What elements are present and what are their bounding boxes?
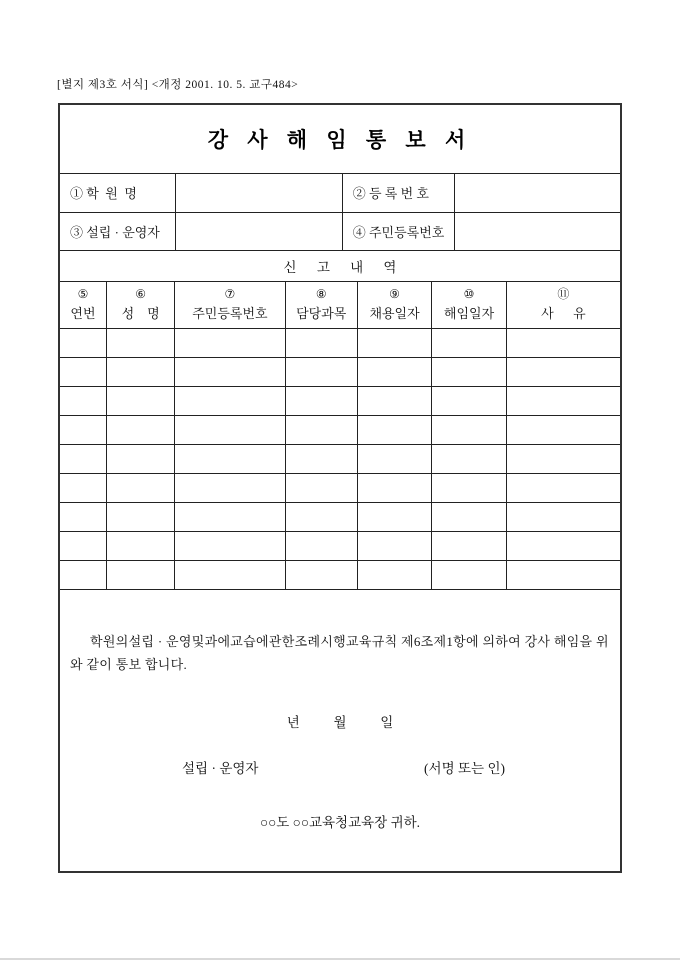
table-row: [60, 416, 620, 445]
column-header-hire-date: [357, 282, 431, 329]
empty-cell: [60, 358, 106, 387]
form-border-box: [58, 103, 622, 873]
empty-cell: [175, 416, 285, 445]
empty-cell: [432, 474, 506, 503]
column-label: 담당과목: [296, 305, 347, 321]
empty-cell: [175, 561, 285, 590]
founder-operator-value: [175, 212, 342, 250]
empty-cell: [506, 329, 620, 358]
empty-cell: [285, 561, 357, 590]
table-row: [60, 532, 620, 561]
table-row: [60, 503, 620, 532]
info-row-1: [60, 174, 620, 212]
empty-cell: [175, 387, 285, 416]
empty-cell: [60, 561, 106, 590]
report-header-row: [60, 282, 620, 329]
table-row: [60, 445, 620, 474]
date-line: 년 월 일: [286, 714, 394, 730]
column-header-resident-id: [175, 282, 285, 329]
empty-cell: [106, 416, 174, 445]
column-label: 해임일자: [443, 305, 495, 321]
empty-cell: [175, 329, 285, 358]
column-label: 사 유: [541, 305, 586, 321]
empty-cell: [60, 445, 106, 474]
empty-cell: [432, 329, 506, 358]
signature-line: [70, 757, 610, 777]
empty-cell: [106, 358, 174, 387]
empty-cell: [357, 445, 431, 474]
report-details-table: [60, 282, 620, 591]
resident-id-label: ④ 주민등록번호: [342, 212, 454, 250]
recipient-line: ○○도 ○○교육청교육장 귀하.: [259, 814, 421, 830]
empty-cell: [285, 416, 357, 445]
empty-cell: [175, 358, 285, 387]
empty-cell: [432, 387, 506, 416]
empty-cell: [506, 416, 620, 445]
empty-cell: [106, 503, 174, 532]
empty-cell: [357, 532, 431, 561]
empty-cell: [175, 532, 285, 561]
column-header-name: [106, 282, 174, 329]
column-label: 주민등록번호: [192, 305, 268, 321]
empty-cell: [506, 474, 620, 503]
column-no: ⑦: [224, 287, 236, 302]
column-no: ⑤: [77, 287, 89, 302]
empty-cell: [506, 503, 620, 532]
empty-cell: [357, 503, 431, 532]
empty-cell: [357, 474, 431, 503]
signer-label: 설립 · 운영자: [182, 760, 259, 776]
table-row: [60, 474, 620, 503]
empty-cell: [506, 387, 620, 416]
empty-cell: [432, 445, 506, 474]
empty-cell: [432, 503, 506, 532]
column-header-dismissal-date: [432, 282, 506, 329]
founder-operator-label: ③ 설립 · 운영자: [60, 212, 175, 250]
empty-cell: [432, 358, 506, 387]
empty-cell: [357, 329, 431, 358]
empty-cell: [506, 445, 620, 474]
page-bottom-edge: [0, 958, 680, 960]
empty-cell: [106, 387, 174, 416]
registration-no-value: [454, 174, 620, 212]
empty-cell: [285, 503, 357, 532]
column-no: ⑥: [135, 287, 146, 302]
empty-cell: [357, 358, 431, 387]
column-label: 성 명: [121, 305, 160, 321]
empty-cell: [60, 474, 106, 503]
form-revision-note: [별지 제3호 서식] <개정 2001. 10. 5. 교구484>: [57, 79, 299, 91]
column-label: 채용일자: [369, 305, 420, 321]
column-header-reason: [506, 282, 620, 329]
empty-cell: [285, 358, 357, 387]
empty-cell: [106, 561, 174, 590]
empty-cell: [506, 561, 620, 590]
empty-cell: [357, 561, 431, 590]
column-no: ⑩: [463, 287, 475, 302]
academy-name-label: ① 학 원 명: [60, 174, 175, 212]
empty-cell: [357, 387, 431, 416]
empty-cell: [60, 532, 106, 561]
closing-section: [60, 630, 620, 831]
empty-cell: [60, 387, 106, 416]
signature-or-seal-note: (서명 또는 인): [424, 760, 505, 776]
info-row-2: [60, 212, 620, 250]
empty-cell: [506, 532, 620, 561]
empty-cell: [175, 503, 285, 532]
report-table-body: [60, 329, 620, 590]
column-header-serial: [60, 282, 106, 329]
column-no: ⑪: [557, 287, 570, 302]
empty-cell: [285, 532, 357, 561]
empty-cell: [106, 474, 174, 503]
notification-statement: 학원의설립 · 운영및과에교습에관한조례시행교육규칙 제6조제1항에 의하여 강사 해임을 위와 같이 통보 합니다.: [70, 634, 609, 673]
table-row: [60, 358, 620, 387]
empty-cell: [175, 445, 285, 474]
table-row: [60, 329, 620, 358]
column-header-subject: [285, 282, 357, 329]
empty-cell: [106, 329, 174, 358]
empty-cell: [60, 416, 106, 445]
form-title: 강 사 해 임 통 보 서: [207, 128, 473, 152]
empty-cell: [285, 445, 357, 474]
title-section: [60, 105, 620, 174]
empty-cell: [285, 474, 357, 503]
empty-cell: [60, 503, 106, 532]
academy-info-table: [60, 174, 620, 251]
empty-cell: [175, 474, 285, 503]
column-no: ⑧: [315, 287, 327, 302]
empty-cell: [357, 416, 431, 445]
empty-cell: [106, 445, 174, 474]
resident-id-value: [454, 212, 620, 250]
academy-name-value: [175, 174, 342, 212]
empty-cell: [506, 358, 620, 387]
empty-cell: [285, 387, 357, 416]
empty-cell: [432, 532, 506, 561]
registration-no-label: ② 등 록 번 호: [342, 174, 454, 212]
empty-cell: [106, 532, 174, 561]
empty-cell: [432, 416, 506, 445]
empty-cell: [60, 329, 106, 358]
column-label: 연번: [70, 305, 96, 321]
column-no: ⑨: [389, 287, 400, 302]
table-row: [60, 561, 620, 590]
report-section-title: 신 고 내 역: [60, 251, 620, 282]
table-row: [60, 387, 620, 416]
empty-cell: [285, 329, 357, 358]
empty-cell: [432, 561, 506, 590]
